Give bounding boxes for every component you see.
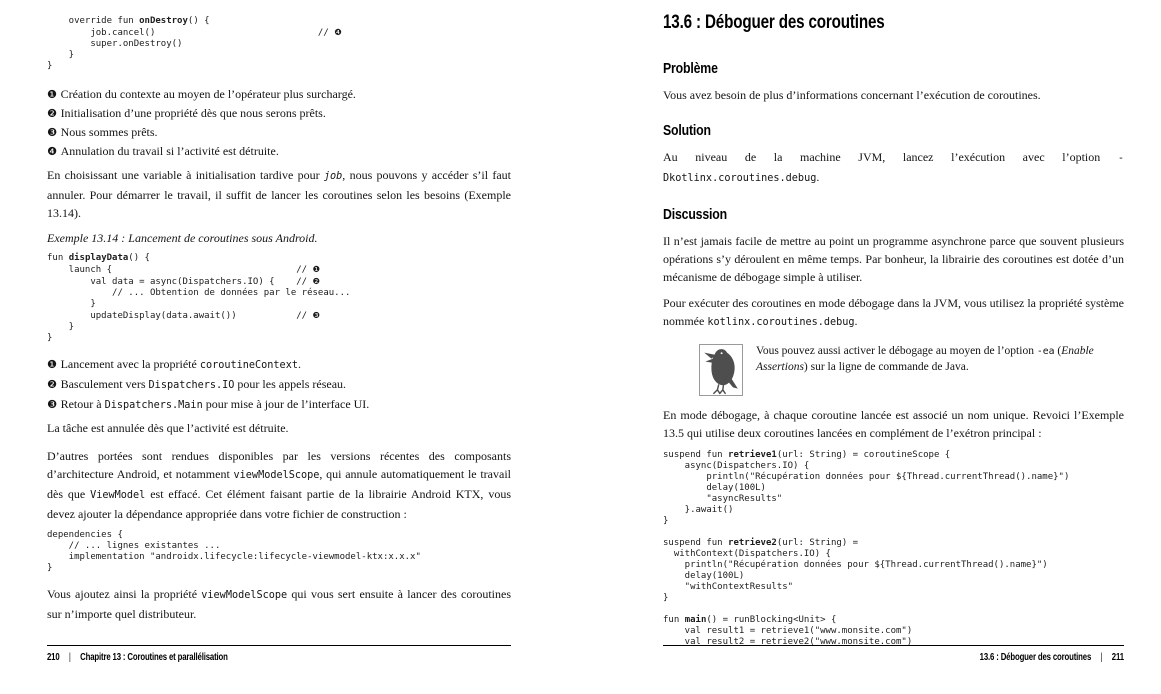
section-title: 13.6 : Déboguer des coroutines [663,12,885,33]
page-number: 211 [1111,652,1124,663]
note-text: Vous pouvez aussi activer le débogage au moyen de l’option -ea (Enable Assertions) sur la ligne de commande de Java. [756,345,1094,373]
callout-list-1 [47,85,511,161]
crow-icon [699,344,743,396]
paragraph: Pour exécuter des coroutines en mode débogage dans la JVM, vous utilisez la propriété système nommée kotlinx.coroutines.debug. [663,296,1124,328]
heading-solution: Solution [663,122,711,139]
callout-list-2 [47,355,511,415]
paragraph: Il n’est jamais facile de mettre au point un programme asynchrone parce que souvent plusieurs opérations s’y déroulent en même temps. Par bonheur, la librairie des coroutines est dotée d’un mécanisme de débogage simple à utiliser. [663,234,1124,284]
code-block-dependencies: dependencies { // ... lignes existantes ... implementation "androidx.lifecycle:lifecycle-viewmodel-ktx:x.x.x" } [47,530,421,573]
note-aside [663,344,1124,396]
callout-item: ❸ Retour à Dispatchers.Main pour mise à jour de l’interface UI. [47,397,370,411]
paragraph: Vous avez besoin de plus d’informations concernant l’exécution de coroutines. [663,88,1041,102]
right-page [663,0,1124,648]
page-number: 210 [47,652,60,663]
footer-separator: | [1100,652,1103,663]
callout-item: ❷ Initialisation d’une propriété dès que nous serons prêts. [47,106,326,120]
callout-item: ❶ Création du contexte au moyen de l’opérateur plus surchargé. [47,87,356,101]
heading-discussion: Discussion [663,206,727,223]
callout-item: ❹ Annulation du travail si l’activité est détruite. [47,144,279,158]
paragraph: En choisissant une variable à initialisation tardive pour job, nous pouvons y accéder s’il faut annuler. Pour démarrer le travail, il suffit de lancer les coroutines selon les besoins (Exemple 13.14). [47,168,511,220]
code-block-retrieve: suspend fun retrieve1(url: String) = coroutineScope { async(Dispatchers.IO) { println("Récupération données pour ${Thread.currentThread().name}") delay(100L) "asyncResults" }.await() } suspend fun retrieve2(url: String) = withContext(Dispatchers.IO) { println("Récupération données pour ${Thread.currentThread().name}") delay(100L) "withContextResults" } fun main() = runBlocking<Unit> { val result1 = retrieve1("www.monsite.com") val result2 = retrieve2("www.monsite.com") [663,450,1070,647]
paragraph: D’autres portées sont rendues disponibles par les versions récentes des composants d’architecture Android, et notamment viewModelScope, qui annule automatiquement le travail dès que ViewModel est effacé. Cet élément faisant partie de la librairie Android KTX, vous devez ajouter la dépendance appropriée dans votre fichier de construction : [47,449,511,521]
left-footer [47,645,511,663]
callout-item: ❸ Nous sommes prêts. [47,125,158,139]
code-block-displaydata: fun displayData() { launch { // ❶ val data = async(Dispatchers.IO) { // ❷ // ... Obtention de données par le réseau... } updateDisplay(data.await()) // ❸ } } [47,253,351,343]
section-title-footer: 13.6 : Déboguer des coroutines [979,652,1092,663]
chapter-title: Chapitre 13 : Coroutines et parallélisation [80,652,228,663]
callout-item: ❷ Basculement vers Dispatchers.IO pour les appels réseau. [47,377,347,391]
paragraph: La tâche est annulée dès que l’activité est détruite. [47,421,289,435]
footer-separator: | [68,652,71,663]
heading-probleme: Problème [663,60,718,77]
paragraph: En mode débogage, à chaque coroutine lancée est associé un nom unique. Revoici l’Exemple 13.5 qui utilise deux coroutines lancées en complément de l’exétron principal : [663,408,1124,440]
right-footer [663,645,1124,663]
paragraph: Vous ajoutez ainsi la propriété viewModelScope qui vous sert ensuite à lancer des coroutines sur n’importe quel distributeur. [47,587,512,621]
left-page [47,0,511,623]
callout-item: ❶ Lancement avec la propriété coroutineContext. [47,357,301,371]
code-block-ondestroy: override fun onDestroy() { job.cancel() // ❹ super.onDestroy() } } [47,16,342,71]
paragraph: Au niveau de la machine JVM, lancez l’exécution avec l’option -Dkotlinx.coroutines.debug. [663,150,1124,184]
example-caption: Exemple 13.14 : Lancement de coroutines sous Android. [47,231,318,245]
